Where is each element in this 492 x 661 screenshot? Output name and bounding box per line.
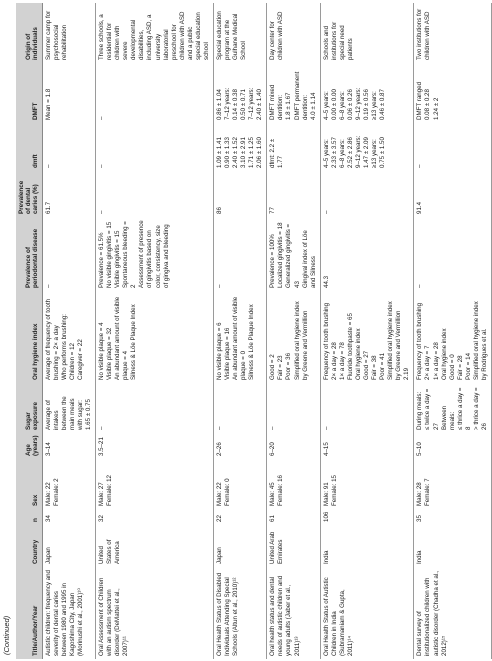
table-cell-sex: Male: 91 Female: 15 [320,459,414,509]
table-cell-sex: Male: 22 Female: 0 [213,459,266,509]
table-cell-dmft: – [414,123,492,171]
table-cell-dmft: – [42,123,95,171]
table-cell-sex: Male: 45 Female: 16 [267,459,320,509]
table-body [42,3,491,659]
table-cell-sex: Male: 27 Female: 12 [96,459,214,509]
table-cell-sugar: During meals: ≤ twice a day = 27 Between meals: ≤ thrice a day = 8 > thrice a day = 26 [414,383,492,433]
table-cell-title: Dental survey of institutionalized children with autistic disorder (Chadha et al., 2012)¹⁵ [414,567,492,659]
table-cell-age: 3.5–21 [96,433,214,459]
table-cell-ohi: Good = 2 Fair = 23 Poor = 36 Simplified oral hygiene index by Greene and Vermillion [267,291,320,383]
table-cell-caries: 77 [267,171,320,217]
table-cell-perio: – [42,217,95,291]
table-cell-origin: Schools and institutions for special need patients [320,3,414,63]
table-cell-sugar: – [320,383,414,433]
table-cell-ohi: Frequency of tooth brushing 2× a day = 7 1× a day = 28 Oral hygiene index Good = 0 Fair = 28 Poor = 14 Simplified oral hygiene index by Rodrigues et al. [414,291,492,383]
column-header: DMFT [16,63,42,123]
column-header: dmft [16,123,42,171]
column-header: n [16,509,42,525]
table-cell-dmft: Mean = 1.8 [42,63,95,123]
table-cell-n: 61 [267,509,320,525]
column-header: Sex [16,459,42,509]
column-header: Title/Author/Year [16,567,42,659]
table-cell-perio: – [213,217,266,291]
header-row [16,3,42,659]
table-cell-age: 6–20 [267,433,320,459]
table-cell-caries: – [320,171,414,217]
table-cell-n: 35 [414,509,492,525]
table-cell-n: 106 [320,509,414,525]
table-cell-n: 32 [96,509,214,525]
table-row [96,3,214,659]
table-cell-country: India [414,525,492,567]
table-cell-sugar: Average of intakes between the main meals with sugar: 1.65 ± 0.75 [42,383,95,433]
table-cell-title: Autistic children: frequency and severity of dental caries between 1980 and 1995 in Kagoshima City, Japan (Morinushi et al., 2001)¹⁰ [42,567,95,659]
table-cell-country: Japan [213,525,266,567]
table-cell-n: 34 [42,509,95,525]
column-header: Oral hygiene index [16,291,42,383]
table-cell-ohi: Frequency of tooth brushing 2× a day = 28 1× a day = 78 Fluoride toothpaste = 65 Oral hygiene index Good = 27 Fair = 38 Poor = 41 Simplified oral hygiene index by Greene and Vermillion 2.19 [320,291,414,383]
table-cell-caries: 61.7 [42,171,95,217]
table-cell-perio: Prevalence = 61.5% No visible gingivitis = 15 Visible gingivitis = 15 Spontaneous bleeding = 2 Assessment of presence of gingivitis based on color, consistency, size of gingiva and bleeding [96,217,214,291]
table-cell-dmft: 0.86 ± 1.04 7–12 years: 0.14 ± 0.38 0.50 ± 0.71 7–12 years: 2.40 ± 1.40 [213,63,266,123]
column-header: Sugar exposure [16,383,42,433]
table-cell-dmft: dfmt: 2.2 ± 1.77 [267,123,320,171]
table-cell-sugar: – [213,383,266,433]
table-cell-title: Oral health status and dental needs of autistic children and young adults (Jaber et al., 2011)¹³ [267,567,320,659]
column-header: Prevalence of dental caries (%) [16,171,42,217]
table-cell-title: Oral Health Status of Autistic Children in India (Subramaniam & Gupta, 2011)¹⁴ [320,567,414,659]
table-cell-title: Oral Health Status of Disabled Individuals Attending Special Schools (Altun et al., 2010)¹² [213,567,266,659]
table-cell-origin: Three schools, a residential for children with severe developmental disabilities, including ASD, a university laboratorial preschool for children with ASD and a public special education school [96,3,214,63]
table-cell-sugar: – [96,383,214,433]
table-cell-caries: – [96,171,214,217]
table-cell-country: Japan [42,525,95,567]
table-cell-country: United States of America [96,525,214,567]
column-header: Age (years) [16,433,42,459]
table-cell-perio: Prevalence = 100% Localized gingivitis = 18 Generalized gingivitis = 43 Gingival index of Löe and Silness [267,217,320,291]
table-cell-title: Oral Assessment of Children with an autism spectrum disorder (DeMattei et al., 2007)¹¹ [96,567,214,659]
table-cell-dmft: 4–5 years: 2.33 ± 3.57 6–8 years: 2.52 ± 2.86 9–12 years: 1.47 ± 2.09 ≥13 years: 0.75 ± 1.50 [320,123,414,171]
table-cell-dmft: 4–5 years: 0.00 ± 0.00 6–8 years: 0.06 ± 0.26 9–12 years: 0.19 ± 0.56 ≥13 years: 0.46 ± 0.87 [320,63,414,123]
column-header: Prevalence of periodontal disease [16,217,42,291]
table-cell-ohi: Average of frequency of tooth brushing = 2× a day Who performs brushing: Children = 12 Caregiver = 22 [42,291,95,383]
column-header: Origin of individuals [16,3,42,63]
table-cell-dmft: DMFT mixed dentition: 1.8 ± 1.67 DMFT permanent dentition: 4.0 ± 1.14 [267,63,320,123]
table-row [267,3,320,659]
table-row [42,3,95,659]
table-cell-age: 2–26 [213,433,266,459]
table-cell-origin: Two institutions for children with ASD [414,3,492,63]
table-cell-age: 3–14 [42,433,95,459]
table-cell-ohi: No visible plaque = 4 Visible plaque = 32 An abundant amount of visible plaque = 4 Silness & Löe Plaque Index [96,291,214,383]
table-cell-age: 4–15 [320,433,414,459]
table-cell-caries: 91.4 [414,171,492,217]
table-cell-dmft: 1.09 ± 1.41 0.90 ± 1.33 2.40 ± 1.52 3.10 ± 2.91 1.71 ± 1.25 2.06 ± 1.60 [213,123,266,171]
table-cell-sex: Male: 28 Female: 7 [414,459,492,509]
table-cell-sex: Male: 22 Female: 2 [42,459,95,509]
table-cell-country: India [320,525,414,567]
column-header: Country [16,525,42,567]
table-cell-perio: 44.3 [320,217,414,291]
table-cell-caries: 86 [213,171,266,217]
table-cell-dmft: DMFT ranged 0.08 ± 0.28 1.24 ± 2 [414,63,492,123]
table-row [320,3,414,659]
table-header [16,3,42,659]
studies-table [16,3,492,659]
table-cell-origin: Special education program at the Gulhane Medical School [213,3,266,63]
table-cell-country: United Arab Emirates [267,525,320,567]
table-cell-sugar: – [267,383,320,433]
table-cell-dmft: – [96,63,214,123]
table-cell-ohi: No visible plaque = 6 Visible plaque = 16 An abundant amount of visible plaque = 0 Silness & Löe Plaque Index [213,291,266,383]
table-cell-n: 22 [213,509,266,525]
table-cell-origin: Summer camp for psychosocial rehabilitation [42,3,95,63]
table-cell-origin: Day center for children with ASD [267,3,320,63]
table-cell-dmft: – [96,123,214,171]
table-row [414,3,492,659]
continued-label: (Continued) [2,615,11,655]
table-row [213,3,266,659]
table-cell-perio: – [414,217,492,291]
table-cell-age: 5–10 [414,433,492,459]
